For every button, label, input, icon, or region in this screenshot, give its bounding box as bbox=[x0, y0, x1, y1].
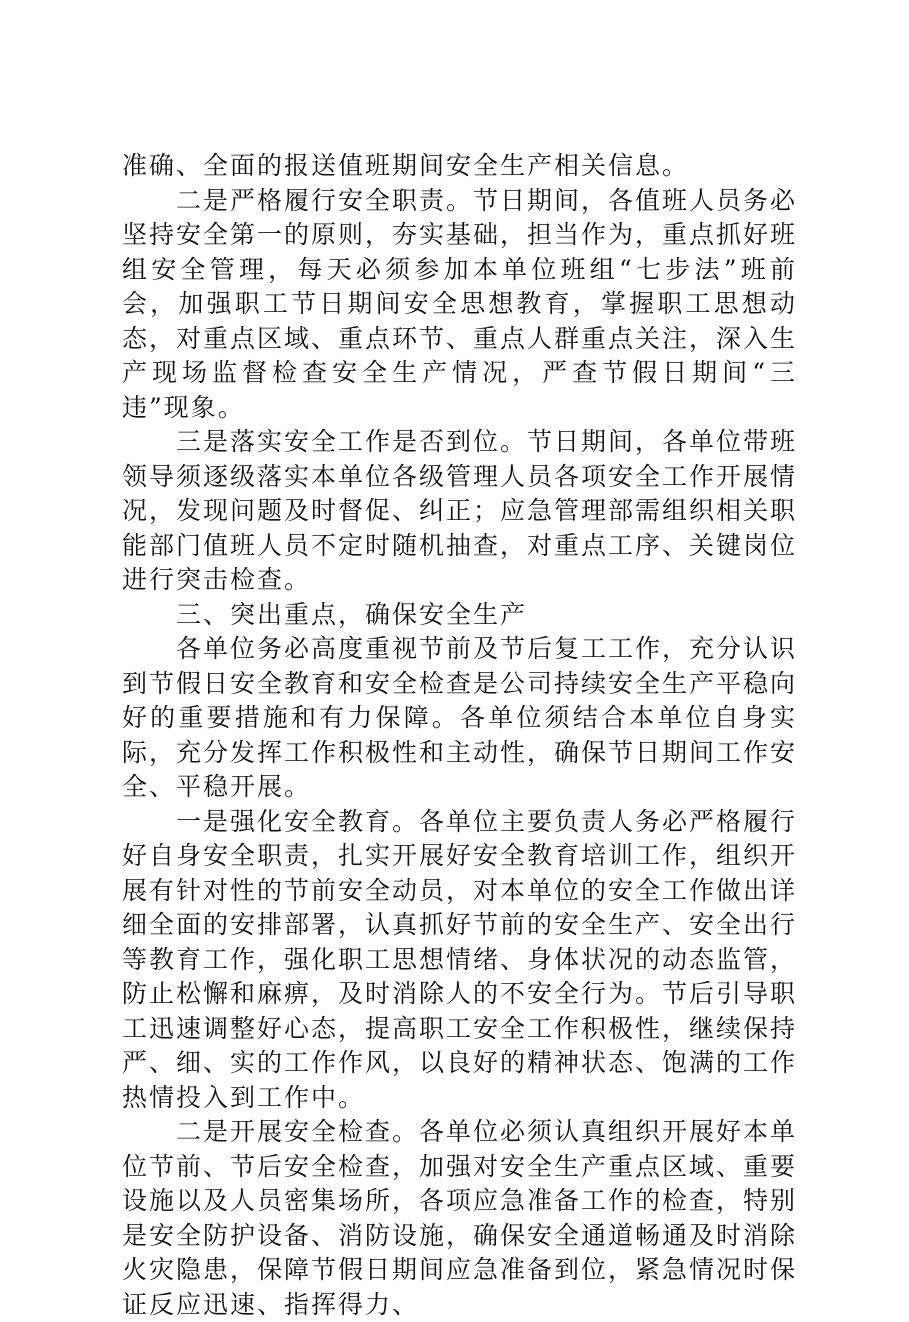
paragraph-work-implementation: 三是落实安全工作是否到位。节日期间，各单位带班领导须逐级落实本单位各级管理人员各项安全工作开展情况，发现问题及时督促、纠正；应急管理部需组织相关职能部门值班人员不定时随机抽查，对重点工序、关键岗位进行突击检查。 bbox=[122, 427, 798, 594]
document-body bbox=[122, 149, 797, 1322]
paragraph-safety-education: 一是强化安全教育。各单位主要负责人务必严格履行好自身安全职责，扎实开展好安全教育培训工作，组织开展有针对性的节前安全动员，对本单位的安全工作做出详细全面的安排部署，认真抓好节前的安全生产、安全出行等教育工作，强化职工思想情绪、身体状况的动态监管，防止松懈和麻痹，及时消除人的不安全行为。节后引导职工迅速调整好心态，提高职工安全工作积极性，继续保持严、细、实的工作作风，以良好的精神状态、饱满的工作热情投入到工作中。 bbox=[122, 806, 798, 1112]
paragraph-safety-inspection: 二是开展安全检查。各单位必须认真组织开展好本单位节前、节后安全检查，加强对安全生产重点区域、重要设施以及人员密集场所，各项应急准备工作的检查，特别是安全防护设备、消防设施，确保安全通道畅通及时消除火灾隐患，保障节假日期间应急准备到位，紧急情况时保证反应迅速、指挥得力、 bbox=[122, 1117, 798, 1319]
paragraph-pre-post-holiday: 各单位务必高度重视节前及节后复工工作，充分认识到节假日安全教育和安全检查是公司持续安全生产平稳向好的重要措施和有力保障。各单位须结合本单位自身实际，充分发挥工作积极性和主动性，确保节日期间工作安全、平稳开展。 bbox=[122, 634, 798, 801]
section-heading-focus: 三、突出重点，确保安全生产 bbox=[176, 599, 528, 629]
paragraph-continuation: 准确、全面的报送值班期间安全生产相关信息。 bbox=[122, 151, 690, 180]
paragraph-duty-responsibility: 二是严格履行安全职责。节日期间，各值班人员务必坚持安全第一的原则，夯实基础，担当作为，重点抓好班组安全管理，每天必须参加本单位班组“七步法”班前会，加强职工节日期间安全思想教育，掌握职工思想动态，对重点区域、重点环节、重点人群重点关注，深入生产现场监督检查安全生产情况，严查节假日期间“三违”现象。 bbox=[122, 185, 798, 422]
